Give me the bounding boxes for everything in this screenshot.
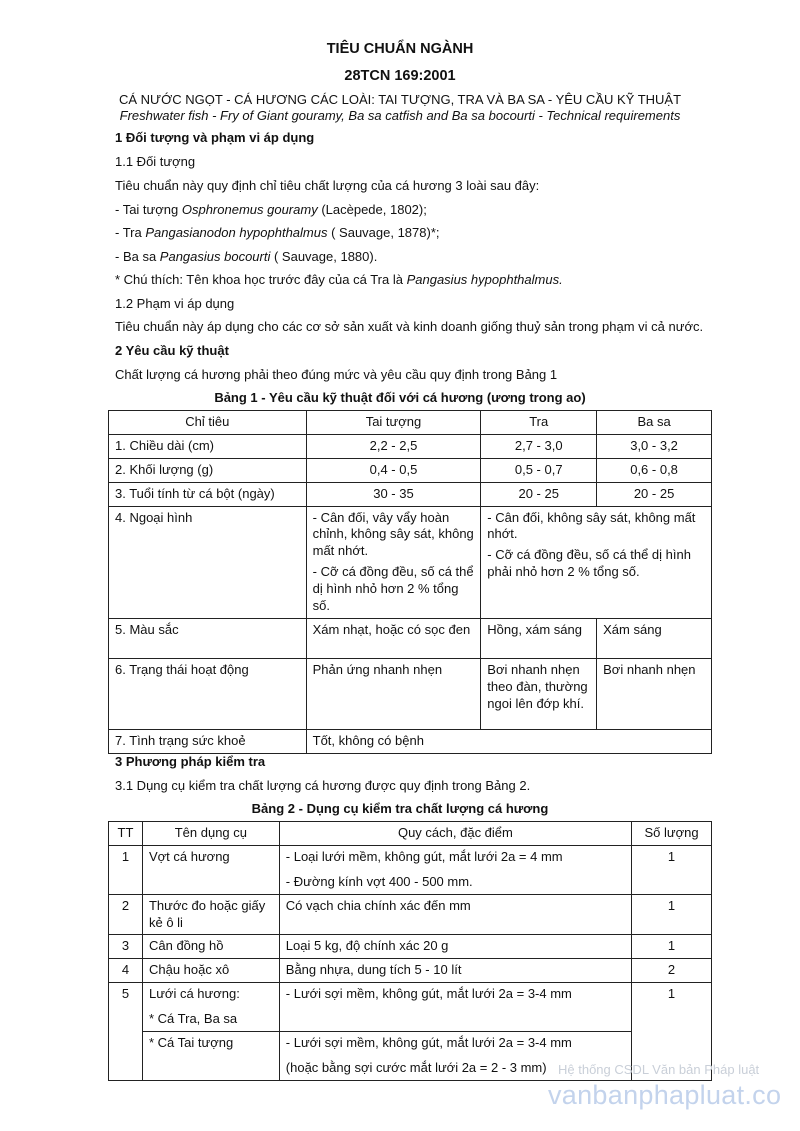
table-header-row [109, 411, 712, 435]
table-cell: 1 [632, 845, 712, 894]
table-cell: Chậu hoặc xô [142, 959, 279, 983]
table-row [109, 935, 712, 959]
table-cell: - Lưới sợi mềm, không gút, mắt lưới 2a = 3-4 mm [279, 983, 631, 1032]
table-row [109, 434, 712, 458]
table-cell: 2,2 - 2,5 [306, 434, 481, 458]
table-cell: 0,6 - 0,8 [597, 458, 712, 482]
table-cell [279, 845, 631, 894]
table-cell: 3 [109, 935, 143, 959]
column-header: Ba sa [597, 411, 712, 435]
section3-text: 3.1 Dụng cụ kiểm tra chất lượng cá hương được quy định trong Bảng 2. [115, 778, 531, 793]
scope-text: Tiêu chuẩn này áp dụng cho các cơ sở sản xuất và kinh doanh giống thuỷ sản trong phạm vi cả nước. [115, 319, 704, 334]
table-cell: 0,4 - 0,5 [306, 458, 481, 482]
table-cell: 1 [632, 983, 712, 1081]
table-row [109, 959, 712, 983]
table-row [109, 845, 712, 894]
table-cell: Thước đo hoặc giấy kẻ ô li [142, 894, 279, 935]
watermark-caption: Hệ thống CSDL Văn bản Pháp luật [558, 1062, 760, 1077]
table-cell: 1 [632, 894, 712, 935]
section1-heading: 1 Đối tượng và phạm vi áp dụng [115, 130, 315, 145]
species-item: - Tai tượng Osphronemus gouramy (Lacèpede, 1802); [115, 202, 427, 217]
table-cell: 1 [632, 935, 712, 959]
table-cell: 6. Trạng thái hoạt động [109, 658, 307, 729]
section2-heading: 2 Yêu cầu kỹ thuật [115, 343, 229, 358]
subtitle-vi: CÁ NƯỚC NGỌT - CÁ HƯƠNG CÁC LOÀI: TAI TƯỢNG, TRA VÀ BA SA - YÊU CẦU KỸ THUẬT [118, 92, 682, 107]
section3-heading: 3 Phương pháp kiểm tra [115, 754, 266, 769]
table-cell: Phản ứng nhanh nhẹn [306, 658, 481, 729]
table-cell: 4 [109, 959, 143, 983]
table-cell: 20 - 25 [481, 482, 597, 506]
cell-line: - Cỡ cá đồng đều, số cá thể dị hình nhỏ hơn 2 % tổng số. [312, 564, 474, 614]
cell-line: - Cân đối, vây vẩy hoàn chỉnh, không sây sát, không mất nhớt. [312, 509, 474, 559]
species-item: - Ba sa Pangasius bocourti ( Sauvage, 1880). [115, 249, 378, 264]
table-cell: Bơi nhanh nhẹn [597, 658, 712, 729]
table-cell: 3. Tuổi tính từ cá bột (ngày) [109, 482, 307, 506]
table-cell [306, 506, 481, 618]
species-item: - Tra Pangasianodon hypophthalmus ( Sauvage, 1878)*; [115, 225, 440, 240]
table-cell: Hồng, xám sáng [481, 618, 597, 658]
table-cell: 5. Màu sắc [109, 618, 307, 658]
table-cell: 4. Ngoại hình [109, 506, 307, 618]
table-cell: Loại 5 kg, độ chính xác 20 g [279, 935, 631, 959]
column-header: Quy cách, đặc điểm [279, 822, 631, 846]
cell-line: * Cá Tra, Ba sa [148, 1011, 238, 1027]
table-row [109, 618, 712, 658]
table-cell: Bằng nhựa, dung tích 5 - 10 lít [279, 959, 631, 983]
table-row [109, 894, 712, 935]
table-header-row [109, 822, 712, 846]
cell-line: - Cân đối, không sây sát, không mất nhớt. [487, 509, 696, 542]
table-cell: 7. Tình trạng sức khoẻ [109, 729, 307, 753]
column-header: Tên dụng cụ [142, 822, 279, 846]
standard-code: 28TCN 169:2001 [344, 68, 456, 84]
table1 [108, 410, 712, 754]
table-cell: 1. Chiều dài (cm) [109, 434, 307, 458]
column-header: Chỉ tiêu [109, 411, 307, 435]
table-cell: 5 [109, 983, 143, 1081]
cell-line: - Loại lưới mềm, không gút, mắt lưới 2a = 4 mm [285, 848, 563, 864]
section1-2-heading: 1.2 Phạm vi áp dụng [115, 296, 235, 311]
table-cell: Xám sáng [597, 618, 712, 658]
table-row [109, 983, 712, 1032]
cell-line: Lưới cá hương: [148, 986, 240, 1002]
table-cell: Cân đồng hồ [142, 935, 279, 959]
cell-line: - Đường kính vợt 400 - 500 mm. [285, 873, 473, 889]
section1-intro: Tiêu chuẩn này quy định chỉ tiêu chất lượng của cá hương 3 loài sau đây: [115, 178, 540, 193]
table-row [109, 729, 712, 753]
table-cell [142, 983, 279, 1032]
table-row [109, 506, 712, 618]
table-cell: Có vạch chia chính xác đến mm [279, 894, 631, 935]
table-cell [481, 506, 712, 618]
table-cell: Vợt cá hương [142, 845, 279, 894]
table-cell: * Cá Tai tượng [142, 1032, 279, 1081]
watermark-link[interactable]: vanbanphapluat.co [548, 1080, 782, 1110]
table1-caption: Bảng 1 - Yêu cầu kỹ thuật đối với cá hương (ương trong ao) [214, 390, 586, 405]
table2 [108, 821, 712, 1081]
table-cell: 2,7 - 3,0 [481, 434, 597, 458]
table-cell: 2 [632, 959, 712, 983]
table-cell: Bơi nhanh nhẹn theo đàn, thường ngoi lên đớp khí. [481, 658, 597, 729]
document-title: TIÊU CHUẨN NGÀNH [326, 41, 474, 57]
section1-1-heading: 1.1 Đối tượng [115, 154, 196, 169]
section2-text: Chất lượng cá hương phải theo đúng mức và yêu cầu quy định trong Bảng 1 [115, 367, 558, 382]
table-row [109, 482, 712, 506]
table-cell: 0,5 - 0,7 [481, 458, 597, 482]
table-cell: Xám nhạt, hoặc có sọc đen [306, 618, 481, 658]
cell-line: - Lưới sợi mềm, không gút, mắt lưới 2a = 3-4 mm [285, 1035, 572, 1051]
subtitle-en: Freshwater fish - Fry of Giant gouramy, Ba sa catfish and Ba sa bocourti - Technical requirements [119, 108, 681, 123]
column-header: Tra [481, 411, 597, 435]
table-cell: 3,0 - 3,2 [597, 434, 712, 458]
table-cell: 2 [109, 894, 143, 935]
table-cell: 2. Khối lượng (g) [109, 458, 307, 482]
column-header: Tai tượng [306, 411, 481, 435]
cell-line: (hoặc bằng sợi cước mắt lưới 2a = 2 - 3 mm) [285, 1059, 547, 1075]
table-row [109, 658, 712, 729]
table-row [109, 458, 712, 482]
table2-caption: Bảng 2 - Dụng cụ kiểm tra chất lượng cá hương [251, 801, 549, 816]
column-header: Số lượng [632, 822, 712, 846]
table-cell: 30 - 35 [306, 482, 481, 506]
table-cell: 1 [109, 845, 143, 894]
table-cell: 20 - 25 [597, 482, 712, 506]
table-cell: Tốt, không có bệnh [306, 729, 711, 753]
footnote: * Chú thích: Tên khoa học trước đây của cá Tra là Pangasius hypophthalmus. [115, 272, 563, 287]
column-header: TT [109, 822, 143, 846]
cell-line: - Cỡ cá đồng đều, số cá thể dị hình phải nhỏ hơn 2 % tổng số. [487, 547, 691, 580]
